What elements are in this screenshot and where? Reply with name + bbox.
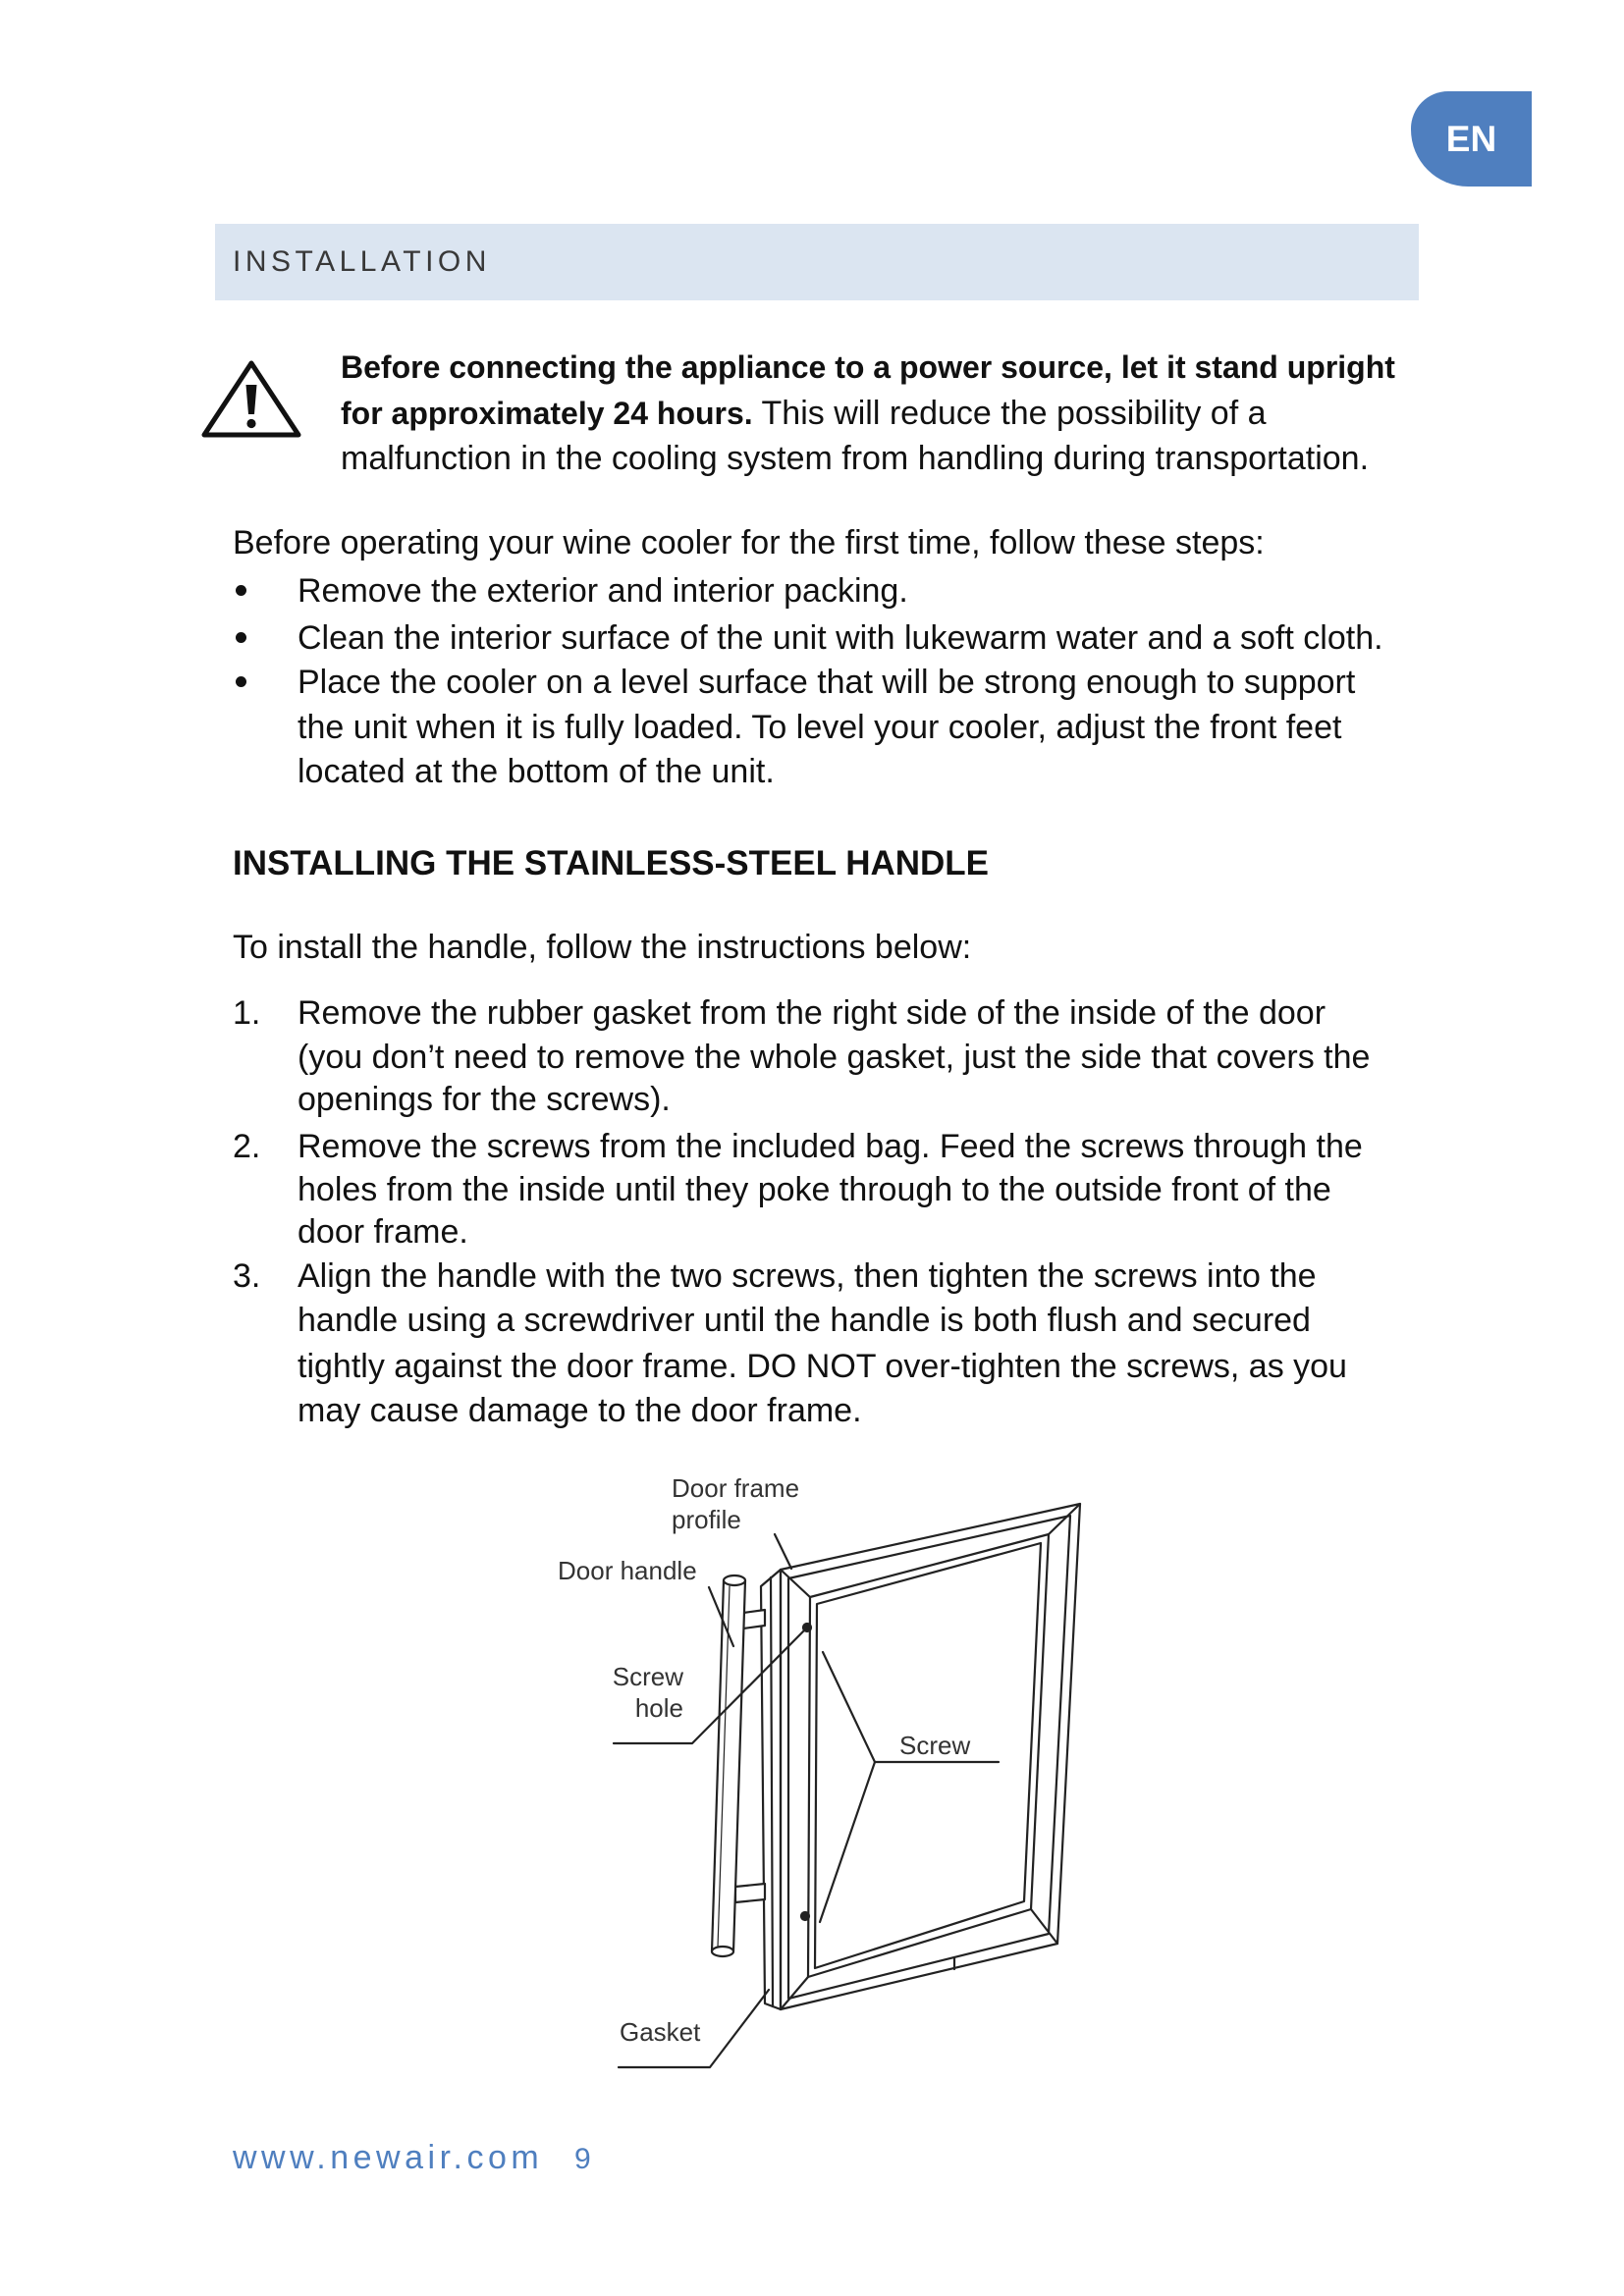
label-screw: Screw (899, 1731, 971, 1760)
frame-corner-miter (1031, 1909, 1057, 1944)
warning-triangle-icon (200, 357, 302, 440)
door-handle-bottom-cap (712, 1947, 733, 1956)
label-gasket: Gasket (620, 2017, 701, 2047)
bullet-text-line: Remove the exterior and interior packing. (298, 572, 908, 610)
handle-installation-diagram (530, 1453, 1119, 2091)
step-text-line: door frame. (298, 1213, 468, 1251)
handle-standoff-upper (743, 1610, 765, 1629)
warning-mixed-line (341, 391, 1267, 436)
language-tab-label: EN (1445, 119, 1497, 159)
step-text-line: may cause damage to the door frame. (298, 1392, 862, 1429)
bullet-text-line: Clean the interior surface of the unit with lukewarm water and a soft cloth. (298, 619, 1383, 657)
prep-intro: Before operating your wine cooler for the first time, follow these steps: (233, 524, 1265, 561)
label-door-handle: Door handle (558, 1556, 697, 1585)
section-title: INSTALLATION (233, 245, 491, 278)
footer-website: www.newair.com (233, 2139, 544, 2176)
leader-screw-lower (820, 1762, 875, 1922)
step-number: 2. (233, 1128, 261, 1165)
bullet-text-line: located at the bottom of the unit. (298, 753, 775, 790)
step-text-line: holes from the inside until they poke through to the outside front of the (298, 1171, 1331, 1208)
bullet-icon (236, 632, 246, 643)
handle-standoff-lower (735, 1884, 765, 1902)
step-text-line: tightly against the door frame. DO NOT over-tighten the screws, as you (298, 1348, 1347, 1385)
warning-exclamation-dot (246, 419, 255, 428)
door-handle-top-cap (724, 1575, 745, 1585)
step-number: 3. (233, 1257, 261, 1295)
bullet-icon (236, 585, 246, 596)
bullet-icon (236, 676, 246, 687)
warning-bold-line: Before connecting the appliance to a power source, let it stand upright (341, 349, 1395, 385)
label-door-frame: Door frame (672, 1473, 800, 1503)
handle-intro: To install the handle, follow the instructions below: (233, 929, 972, 966)
screw-lower (801, 1912, 809, 1920)
bullet-text-line: Place the cooler on a level surface that will be strong enough to support (298, 664, 1356, 701)
section-header-bar (215, 224, 1419, 300)
label-screw-hole-2: hole (634, 1693, 683, 1723)
step-text-line: openings for the screws). (298, 1081, 671, 1118)
step-text-line: (you don’t need to remove the whole gasket, just the side that covers the (298, 1039, 1371, 1076)
page-number: 9 (574, 2143, 591, 2175)
label-profile: profile (672, 1505, 741, 1534)
step-text-line: Remove the rubber gasket from the right side of the inside of the door (298, 994, 1326, 1032)
step-text-line: handle using a screwdriver until the handle is both flush and secured (298, 1302, 1311, 1339)
warning-bold-line: for approximately 24 hours. (341, 396, 753, 431)
step-text-line: Align the handle with the two screws, then tighten the screws into the (298, 1257, 1317, 1295)
step-text-line: Remove the screws from the included bag. Feed the screws through the (298, 1128, 1363, 1165)
warning-text-line: This will reduce the possibility of a (761, 395, 1267, 432)
warning-text-line: malfunction in the cooling system from handling during transportation. (341, 440, 1370, 477)
bullet-text-line: the unit when it is fully loaded. To level your cooler, adjust the front feet (298, 709, 1342, 746)
leader-door-frame-profile (775, 1534, 791, 1569)
language-tab (1411, 91, 1532, 187)
handle-section-heading: INSTALLING THE STAINLESS-STEEL HANDLE (233, 844, 990, 882)
step-number: 1. (233, 994, 261, 1032)
warning-exclamation-bar (246, 385, 257, 414)
label-screw-hole-1: Screw (612, 1662, 683, 1691)
